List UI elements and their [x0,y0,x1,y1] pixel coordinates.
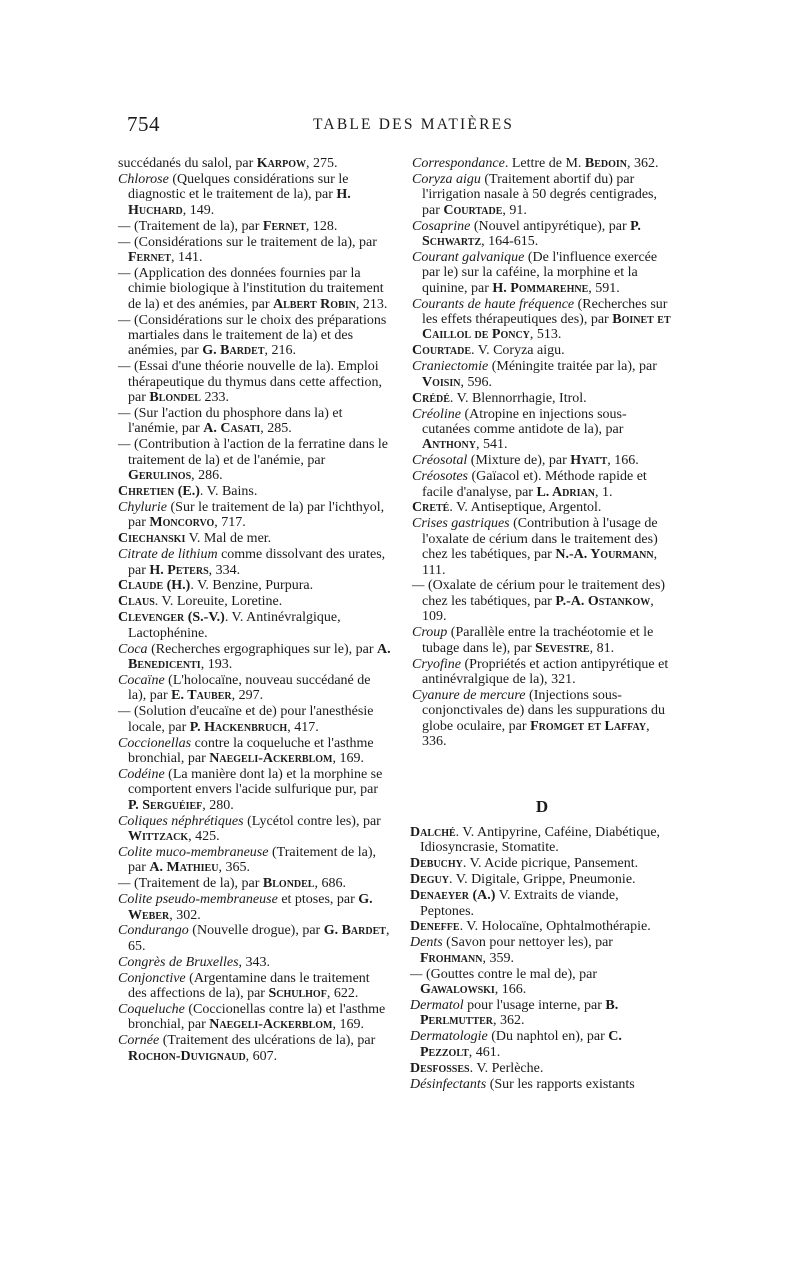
entry-author: Denaeyer (A.) [410,888,496,904]
entry-reference: . V. Antipyrine, Caféine, Diabétique, Idiosyncrasie, Stomatite. [420,825,661,856]
entry-heading: Cosaprine [412,218,471,234]
entry-reference: . V. Blennorrhagie, Itrol. [449,390,587,406]
entry-author: Desfosses [410,1060,470,1076]
entry-text: comme dissolvant des urates, par [128,547,386,578]
entry-author: Claus [118,594,155,610]
entry-reference: , 128. [305,218,338,234]
entry-reference: . V. Bains. [199,484,258,500]
index-entry [118,704,391,735]
entry-text: (Gaïacol et). Méthode rapide et facile d'analyse, par [422,469,647,500]
index-entry [118,955,391,970]
entry-heading: Cyanure de mercure [412,687,526,703]
entry-heading: Dents [410,935,443,951]
entry-author: Deguy [410,872,450,888]
entry-author: E. Tauber [171,688,232,704]
entry-heading: — [118,704,131,720]
entry-heading: — [412,578,425,594]
entry-text: (Sur le traitement de la) par l'ichthyol, par [128,499,385,531]
entry-author: Blondel [149,390,201,406]
entry-reference: , 686. [314,876,346,892]
index-entry [410,998,674,1029]
entry-author: Claude (H.) [118,578,191,594]
entry-reference: , 302. [169,907,201,923]
entry-author: Bedoin [584,156,628,171]
entry-author: Ciechanski [118,531,186,547]
index-entry [118,531,391,546]
entry-text: (Traitement abortif du) par l'irrigation nasale à 50 degrés centigrades, par [422,171,657,218]
entry-text: (La manière dont la) et la morphine se comportent envers l'acide sulfurique pur, par [128,766,383,798]
entry-text: (Sur les rapports existants [486,1076,635,1092]
section-d-entries [410,825,674,1092]
index-entry [412,453,674,468]
index-entry [412,219,674,250]
entry-text: (Nouvelle drogue), par [188,923,324,939]
entry-reference: , 362. [493,1013,525,1029]
entry-author: Naegeli-Ackerblom [209,1017,333,1033]
entry-author: Debuchy [410,856,463,872]
index-entry [118,1033,391,1064]
entry-author: Courtade [443,202,503,218]
entry-reference: , 417. [287,719,319,735]
entry-author: Albert Robin [273,296,356,312]
entry-text: pour l'usage interne, par [463,997,606,1013]
entry-author: Boinet et Caillol de Poncy [422,312,671,343]
entry-author: P. Hackenbruch [189,719,288,735]
entry-author: Fromget et Laffay [530,718,647,734]
index-entry [412,297,674,343]
index-entry [412,688,674,750]
index-entry [118,156,391,171]
entry-reference: . V. Antiseptique, Argentol. [449,500,602,516]
entry-author: Courtade [412,343,472,359]
entry-heading: Crises gastriques [412,516,510,532]
entry-author: Blondel [262,876,315,892]
entry-heading: Condurango [118,923,189,939]
entry-text: (Mixture de), par [467,453,571,469]
entry-text: (Considérations sur le choix des préparations martiales dans le traitement de la) et des anémies, par [128,312,387,359]
entry-author: H. Huchard [128,187,351,218]
entry-reference: , 65. [128,923,390,954]
entry-text: (Argentamine dans le traitement des affections de la), par [128,970,370,1002]
entry-author: G. Bardet [323,923,386,939]
index-entry [412,578,674,624]
index-entry [412,469,674,500]
entry-author: Gawalowski [420,982,495,998]
entry-reference: , 164-615. [481,234,539,250]
entry-text: (Contribution à l'usage de l'oxalate de cérium dans le traitement des) chez les tabétiques, par [422,516,658,563]
entry-text: (Savon pour nettoyer les), par [442,935,613,951]
entry-heading: Coccionellas [118,735,192,751]
entry-reference: , 461. [468,1044,501,1060]
index-entry [410,919,674,934]
entry-reference: , 297. [231,688,264,704]
entry-heading: Colite muco-membraneuse [118,844,269,860]
entry-reference: , 149. [182,202,215,218]
entry-heading: — [118,437,131,453]
right-column [412,156,674,750]
index-entry [410,1029,674,1060]
page-header [127,112,672,136]
entry-author: Anthony [422,437,477,453]
index-entry [412,250,674,296]
entry-reference: , 81. [589,640,615,656]
index-entry [412,516,674,578]
entry-author: H. Peters [149,562,209,578]
entry-text: (Recherches ergographiques sur le), par [147,641,378,657]
entry-heading: Coliques néphrétiques [118,813,244,829]
entry-heading: Cocaïne [118,672,165,688]
index-entry [118,219,391,234]
entry-author: A. Mathieu [149,860,219,876]
entry-author: Naegeli-Ackerblom [209,750,333,766]
left-column [118,156,391,1065]
entry-author: A. Benedicenti [128,641,391,672]
index-entry [118,610,391,641]
entry-reference: , 111. [422,547,658,578]
entry-text: (Sur l'action du phosphore dans la) et l'anémie, par [128,406,343,437]
entry-text: (Oxalate de cérium pour le traitement des) chez les tabétiques, par [422,578,666,609]
entry-reference: , 541. [476,437,508,453]
entry-heading: — [118,265,131,281]
entry-reference: , 193. [200,657,233,672]
index-entry [118,547,391,578]
index-entry [412,343,674,358]
entry-author: L. Adrian [536,484,595,500]
entry-author: P. Serguéief [128,797,203,813]
entry-author: Deneffe [410,919,460,935]
entry-reference: , 425. [188,828,220,844]
index-entry [412,657,674,688]
entry-author: Crédé [412,390,450,406]
entry-reference: , 717. [214,515,246,531]
entry-author: N.-A. Yourmann [555,547,654,563]
index-entry [118,484,391,499]
index-entry [410,888,674,919]
entry-text: (Lycétol contre les), par [243,813,381,829]
entry-text: (Coccionellas contre la) et l'asthme bronchial, par [128,1001,386,1033]
index-entry [410,825,674,856]
index-entry [410,1077,674,1092]
entry-author: Fernet [262,218,306,234]
index-entry [410,967,674,998]
entry-text: (Solution d'eucaïne et de) pour l'anesthésie locale, par [128,704,374,735]
entry-reference: , 280. [202,797,234,813]
entry-text: et ptoses, par [277,892,359,908]
entry-heading: Courant galvanique [412,249,525,265]
entry-reference: . V. Antinévralgique, Lactophénine. [128,610,341,641]
entry-reference: , 365. [218,860,250,876]
index-entry [118,578,391,593]
entry-text: (Parallèle entre la trachéotomie et le tubage dans le), par [422,625,654,656]
index-entry [118,594,391,609]
entry-heading: — [118,876,131,892]
entry-reference: , 285. [260,421,292,437]
entry-heading: — [410,966,423,982]
index-entry [412,407,674,453]
entry-heading: Chlorose [118,171,169,187]
entry-heading: Colite pseudo-membraneuse [118,892,278,908]
entry-reference: , 275. [306,156,338,171]
index-entry [410,856,674,871]
entry-author: Voisin [422,374,461,390]
entry-heading: Créosotal [412,453,468,469]
entry-reference: , 166. [607,453,639,469]
index-entry [118,1002,391,1033]
entry-reference: . V. Acide picrique, Pansement. [462,856,639,872]
entry-text: (Injections sous-conjonctivales de) dans les suppurations du globe oculaire, par [422,687,666,734]
entry-reference: , 591. [588,280,620,296]
entry-text: , 343. [238,954,271,970]
index-entry [118,313,391,359]
entry-author: Frohmann [420,950,483,966]
entry-author: G. Bardet [202,343,265,359]
entry-author: P.-A. Ostankow [555,593,651,609]
entry-heading: Citrate de lithium [118,547,218,563]
index-entry [118,235,391,266]
entry-text: (Application des données fournies par la chimie biologique à l'institution du traitement de la) et des anémies, par [128,265,384,312]
entry-text: (Traitement de la), par [130,218,263,234]
entry-heading: Dermatol [410,997,464,1013]
entry-text: (Méningite traitée par la), par [488,359,657,375]
index-entry [412,156,674,171]
entry-text: (Atropine en injections sous-cutanées comme antidote de la), par [422,406,627,437]
index-entry [118,642,391,673]
entry-reference: , 596. [460,374,492,390]
entry-text: (Recherches sur les effets thérapeutiques des), par [422,296,668,328]
index-entry [412,391,674,406]
index-entry [118,172,391,218]
index-entry [118,767,391,813]
index-entry [118,814,391,845]
entry-reference: , 362. [627,156,659,171]
entry-author: G. Weber [128,892,373,923]
entry-heading: Conjonctive [118,970,186,986]
entry-author: Hyatt [570,453,608,469]
entry-reference: , 359. [482,950,514,966]
entry-reference: V. Mal de mer. [185,531,272,547]
entry-text: . Lettre de M. [504,156,585,171]
index-entry [118,736,391,767]
index-entry [118,406,391,437]
entry-author: Wittzack [128,828,189,844]
entry-text: (Traitement de la), par [130,876,263,892]
entry-reference: . V. Digitale, Grippe, Pneumonie. [449,872,636,888]
entry-author: Clevenger (S.-V.) [118,610,225,626]
entry-heading: — [118,312,131,328]
entry-reference: . V. Benzine, Purpura. [190,578,314,594]
entry-reference: , 513. [529,327,562,343]
index-entry [118,266,391,312]
entry-reference: , 216. [264,343,296,359]
entry-text: (Essai d'une théorie nouvelle de la). Emploi thérapeutique du thymus dans cette affection, par [128,359,382,406]
entry-text: (Quelques considérations sur le diagnostic et le traitement de la), par [128,171,349,203]
entry-author: Fernet [128,249,172,265]
entry-reference: , 336. [422,718,650,750]
entry-reference: , 166. [494,982,527,998]
entry-heading: Chylurie [118,499,167,515]
section-d [410,793,674,1092]
entry-text: (De l'influence exercée par le) sur la caféine, la morphine et la quinine, par [422,249,658,296]
entry-heading: Correspondance [412,156,505,171]
entry-text: (Nouvel antipyrétique), par [470,218,631,234]
index-entry [118,971,391,1002]
entry-reference: , 334. [208,562,241,578]
index-entry [412,172,674,218]
entry-heading: Croup [412,625,448,641]
entry-author: Schulhof [268,986,327,1002]
entry-reference: V. Extraits de viande, Peptones. [420,888,619,919]
entry-heading: — [118,406,131,421]
entry-reference: , 286. [191,468,223,484]
index-entry [118,673,391,704]
entry-reference: , 1. [594,484,613,500]
entry-text: (Propriétés et action antipyrétique et antinévralgique de la), [422,656,669,687]
entry-text: (Contribution à l'action de la ferratine dans le traitement de la) et de l'anémie, par [128,437,388,468]
entry-heading: Cornée [118,1033,160,1049]
section-letter-heading: D [535,797,549,816]
entry-reference: . V. Coryza aigu. [471,343,565,359]
entry-author: Moncorvo [149,515,215,531]
index-entry [412,625,674,656]
entry-reference: 233. [200,390,229,406]
index-entry [118,845,391,876]
entry-reference: , 109. [422,593,654,625]
entry-text: (Traitement de la), par [128,844,377,876]
index-entry [118,437,391,483]
index-entry [412,500,674,515]
index-entry [118,500,391,531]
entry-heading: — [118,234,131,250]
running-title: TABLE DES MATIÈRES [313,116,515,133]
entry-reference: . V. Holocaïne, Ophtalmothérapie. [459,919,651,935]
entry-heading: Coqueluche [118,1001,185,1017]
index-entry [118,359,391,405]
entry-heading: Désinfectants [410,1076,487,1092]
entry-reference: . V. Loreuite, Loretine. [154,594,283,610]
page-number: 754 [127,112,160,136]
index-entry [118,923,391,954]
entry-text: (L'holocaïne, nouveau succédané de la), par [128,672,371,704]
entry-text: (Du naphtol en), par [487,1029,609,1045]
index-entry [412,359,674,390]
entry-author: P. Schwartz [422,218,641,250]
entry-heading: Dermatologie [410,1029,488,1045]
entry-text: (Traitement des ulcérations de la), par [159,1033,376,1049]
entry-heading: Coryza aigu [412,171,481,187]
index-entry [410,872,674,887]
entry-text: (Gouttes contre le mal de), par [422,966,597,982]
entry-author: Karpow [256,156,307,171]
index-entry [118,892,391,923]
index-entry [410,1061,674,1076]
entry-heading: — [118,218,131,234]
entry-reference: , 622. [326,986,359,1002]
entry-text: (Considérations sur le traitement de la), par [130,234,377,250]
entry-author: H. Pommarehne [492,280,589,296]
entry-reference: , 141. [171,249,203,265]
entry-author: B. Perlmutter [420,997,619,1029]
entry-author: A. Casati [203,421,261,437]
entry-heading: — [118,359,131,375]
entry-heading: Codéine [118,766,165,782]
entry-author: Creté [412,500,450,516]
entry-reference: . V. Perlèche. [469,1060,544,1076]
entry-heading: Créoline [412,406,461,422]
entry-author: Rochon-Duvignaud [128,1048,246,1064]
entry-reference: 321. [551,671,576,687]
entry-reference: , 169. [332,750,364,766]
entry-author: Sevestre [535,640,590,656]
entry-author: Gerulinos [128,468,192,484]
entry-heading: Cryofine [412,656,461,672]
index-entry [410,935,674,966]
entry-heading: Créosotes [412,469,468,485]
entry-heading: Coca [118,641,148,657]
entry-heading: Craniectomie [412,359,489,375]
entry-author: Chretien (E.) [118,484,200,500]
entry-reference: , 607. [245,1048,278,1064]
entry-reference: , 213. [355,296,388,312]
entry-author: C. Pezzolt [420,1029,622,1060]
entry-heading: Congrès de Bruxelles [118,954,239,970]
entry-text: succédanés du salol, par [118,156,257,171]
entry-author: Dalché [410,825,456,840]
entry-text: contre la coqueluche et l'asthme bronchial, par [128,735,374,766]
entry-reference: , 91. [502,202,527,218]
index-entry [118,876,391,891]
entry-reference: , 169. [332,1017,364,1033]
entry-heading: Courants de haute fréquence [412,296,575,312]
